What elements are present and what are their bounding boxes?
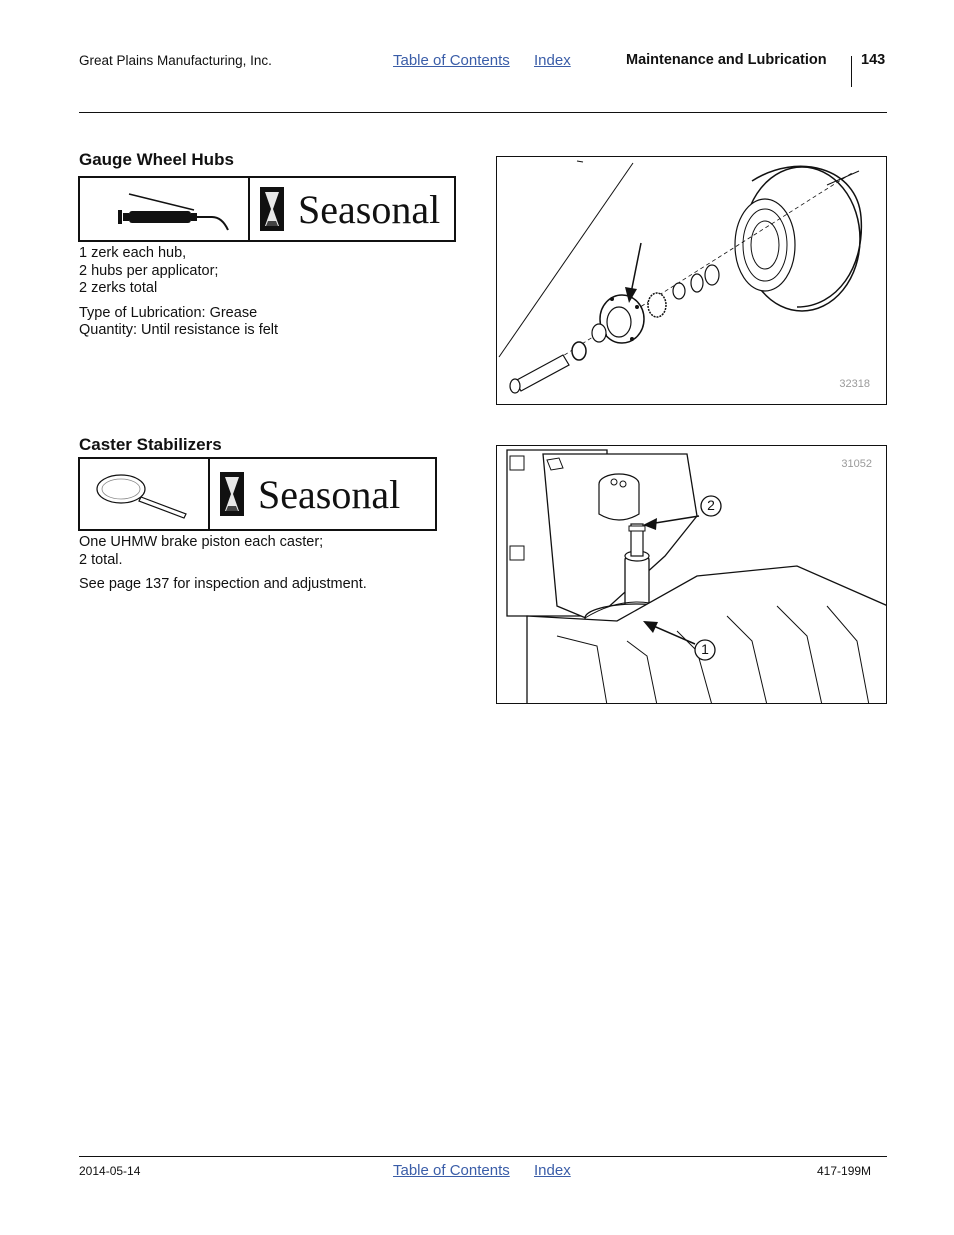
section-title: Maintenance and Lubrication [626, 52, 827, 68]
company-name: Great Plains Manufacturing, Inc. [79, 53, 272, 68]
zerk-total-line: 2 zerks total [79, 280, 158, 296]
caster-stabilizer-illustration [497, 446, 887, 704]
seasonal-cell [208, 459, 435, 529]
interval-label: Seasonal [298, 186, 441, 232]
gauge-wheel-hubs-lube-box [78, 176, 456, 242]
caster-stabilizers-inspect-box [78, 457, 437, 531]
footer-rule [79, 1156, 887, 1157]
lubrication-quantity: Quantity: Until resistance is felt [79, 322, 279, 338]
hourglass-icon [260, 187, 284, 231]
header-divider [851, 56, 852, 87]
seasonal-cell [248, 178, 454, 240]
caster-stabilizer-figure [496, 445, 887, 704]
header-toc-link[interactable]: Table of Contents [393, 52, 510, 69]
interval-label: Seasonal [258, 471, 401, 517]
callout-2: 2 [707, 497, 715, 513]
grease-gun-icon [94, 184, 234, 234]
magnifier-cell [80, 459, 208, 529]
caster-stabilizers-heading: Caster Stabilizers [79, 435, 222, 454]
publication-date: 2014-05-14 [79, 1164, 141, 1178]
caster-stabilizers-description [79, 534, 367, 594]
gauge-wheel-hub-illustration [497, 157, 887, 405]
inspection-note: See page 137 for inspection and adjustment. [79, 576, 367, 592]
magnifying-glass-icon [89, 469, 199, 519]
callout-1: 1 [701, 641, 709, 657]
document-number: 417-199M [817, 1164, 872, 1178]
header-index-link[interactable]: Index [534, 52, 571, 69]
grease-gun-cell [80, 178, 248, 240]
figure-number: 31052 [841, 458, 872, 470]
footer-toc-link[interactable]: Table of Contents [393, 1162, 510, 1179]
zerk-count-line: 1 zerk each hub, [79, 245, 187, 261]
piston-line: One UHMW brake piston each caster; [79, 534, 324, 550]
lubrication-type: Type of Lubrication: Grease [79, 304, 258, 321]
page-number: 143 [861, 52, 886, 68]
header-rule [79, 112, 887, 113]
hourglass-icon [220, 472, 244, 516]
footer-index-link[interactable]: Index [534, 1162, 571, 1179]
hub-count-line: 2 hubs per applicator; [79, 262, 219, 279]
piston-total-line: 2 total. [79, 551, 123, 568]
gauge-wheel-hubs-heading: Gauge Wheel Hubs [79, 150, 234, 169]
gauge-wheel-hubs-description [79, 245, 278, 340]
figure-number: 32318 [839, 378, 870, 390]
gauge-wheel-hub-figure [496, 156, 887, 405]
